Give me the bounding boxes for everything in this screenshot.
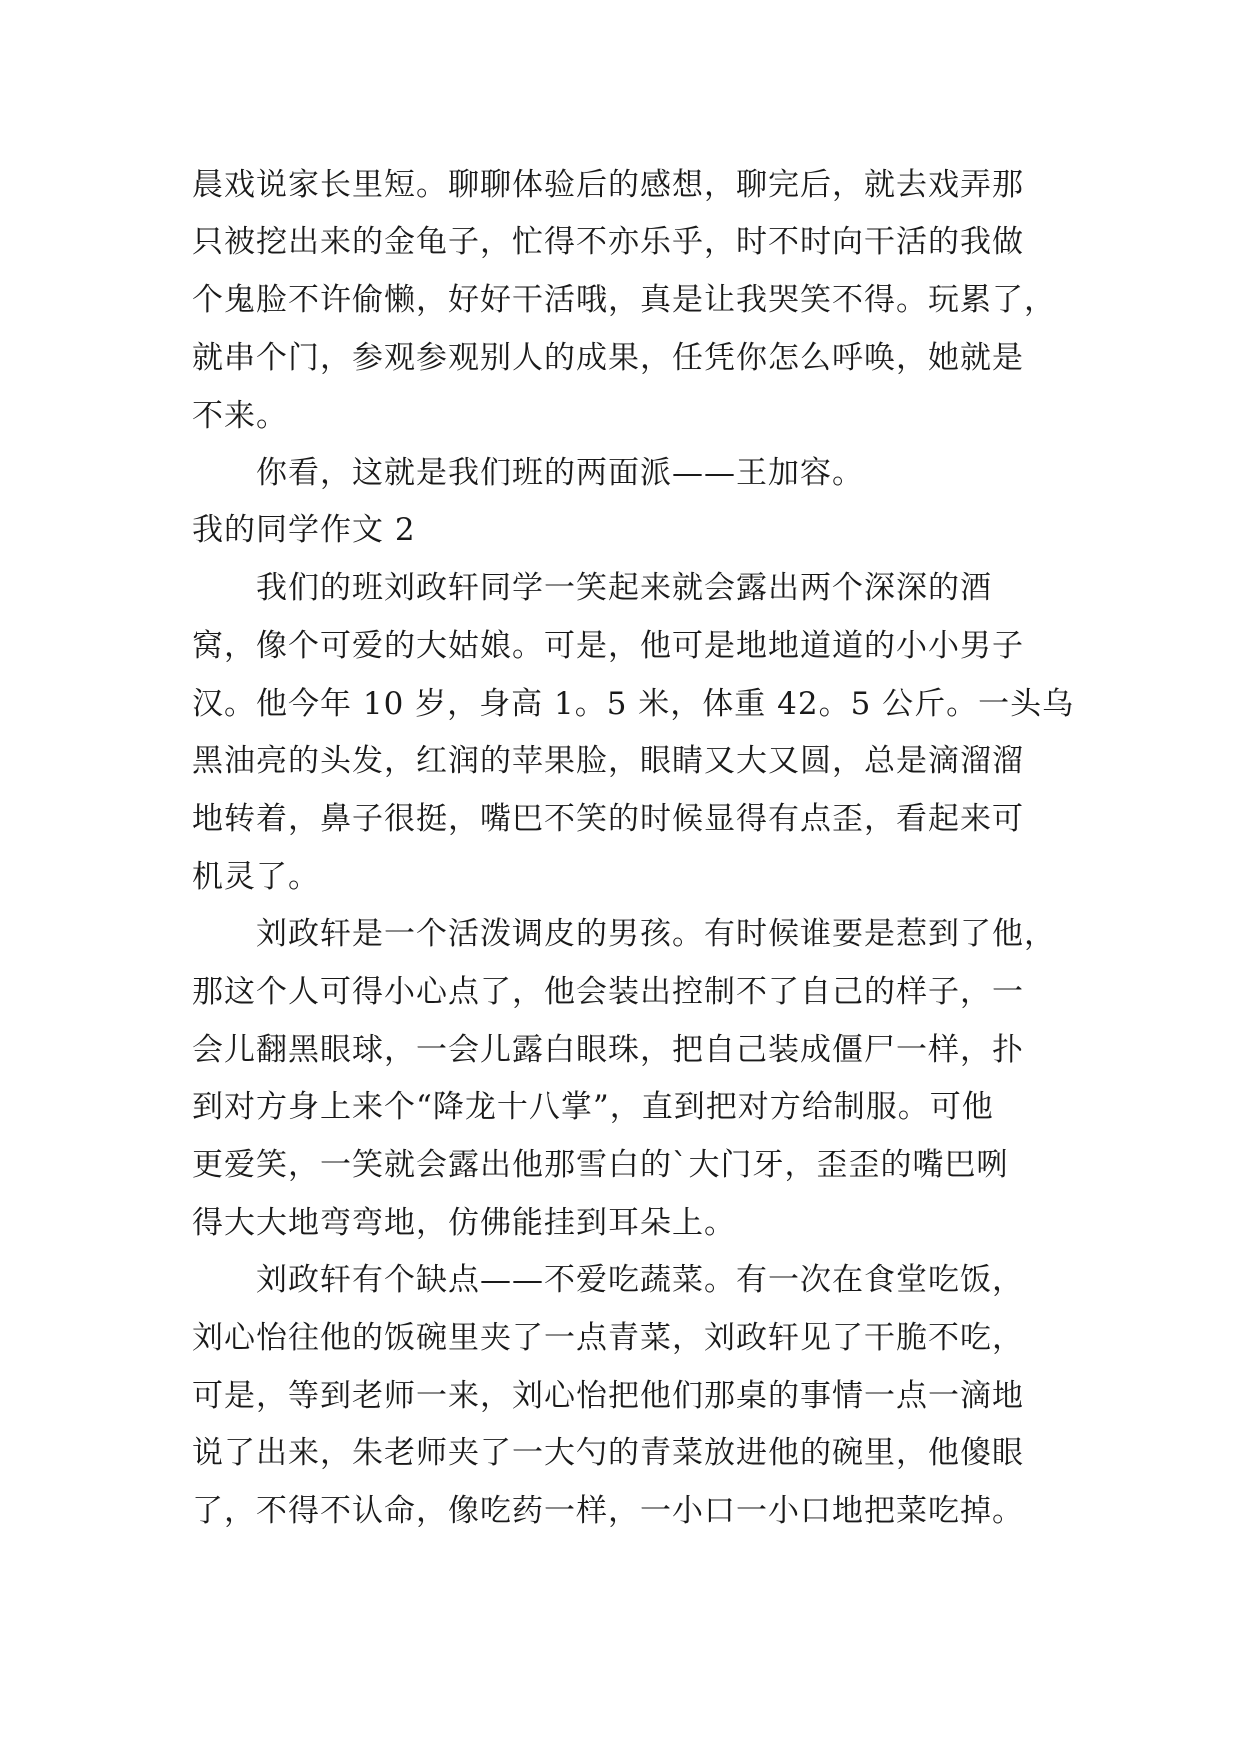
paragraph-line: 我们的班刘政轩同学一笑起来就会露出两个深深的酒 [256,570,992,606]
text-line: 不来。 [192,398,288,434]
text-line: 黑油亮的头发，红润的苹果脸，眼睛又大又圆，总是滴溜溜 [192,743,1024,779]
text-line: 个鬼脸不许偷懒，好好干活哦，真是让我哭笑不得。玩累了， [192,282,1056,318]
paragraph-line: 你看，这就是我们班的两面派——王加容。 [256,455,864,491]
section-heading: 我的同学作文 2 [192,512,416,548]
paragraph-line: 刘政轩有个缺点——不爱吃蔬菜。有一次在食堂吃饭， [256,1262,1024,1298]
paragraph-line: 刘政轩是一个活泼调皮的男孩。有时候谁要是惹到了他， [256,916,1056,952]
text-line: 刘心怡往他的饭碗里夹了一点青菜，刘政轩见了干脆不吃， [192,1320,1024,1356]
text-line: 就串个门，参观参观别人的成果，任凭你怎么呼唤，她就是 [192,340,1024,376]
text-line: 可是，等到老师一来，刘心怡把他们那桌的事情一点一滴地 [192,1378,1024,1414]
text-line: 地转着，鼻子很挺，嘴巴不笑的时候显得有点歪，看起来可 [192,801,1024,837]
text-line: 窝，像个可爱的大姑娘。可是，他可是地地道道的小小男子 [192,628,1024,664]
text-line: 更爱笑，一笑就会露出他那雪白的`大门牙，歪歪的嘴巴咧 [192,1147,1009,1183]
text-line: 那这个人可得小心点了，他会装出控制不了自己的样子，一 [192,974,1024,1010]
text-line: 到对方身上来个“降龙十八掌”，直到把对方给制服。可他 [192,1089,994,1125]
text-line: 机灵了。 [192,859,320,895]
text-line: 得大大地弯弯地，仿佛能挂到耳朵上。 [192,1205,736,1241]
text-line: 会儿翻黑眼球，一会儿露白眼珠，把自己装成僵尸一样，扑 [192,1032,1024,1068]
text-line: 晨戏说家长里短。聊聊体验后的感想，聊完后，就去戏弄那 [192,167,1024,203]
text-line: 汉。他今年 10 岁，身高 1。5 米，体重 42。5 公斤。一头乌 [192,686,1075,722]
text-line: 说了出来，朱老师夹了一大勺的青菜放进他的碗里，他傻眼 [192,1435,1024,1471]
text-line: 了，不得不认命，像吃药一样，一小口一小口地把菜吃掉。 [192,1493,1024,1529]
text-line: 只被挖出来的金龟子，忙得不亦乐乎，时不时向干活的我做 [192,224,1024,260]
